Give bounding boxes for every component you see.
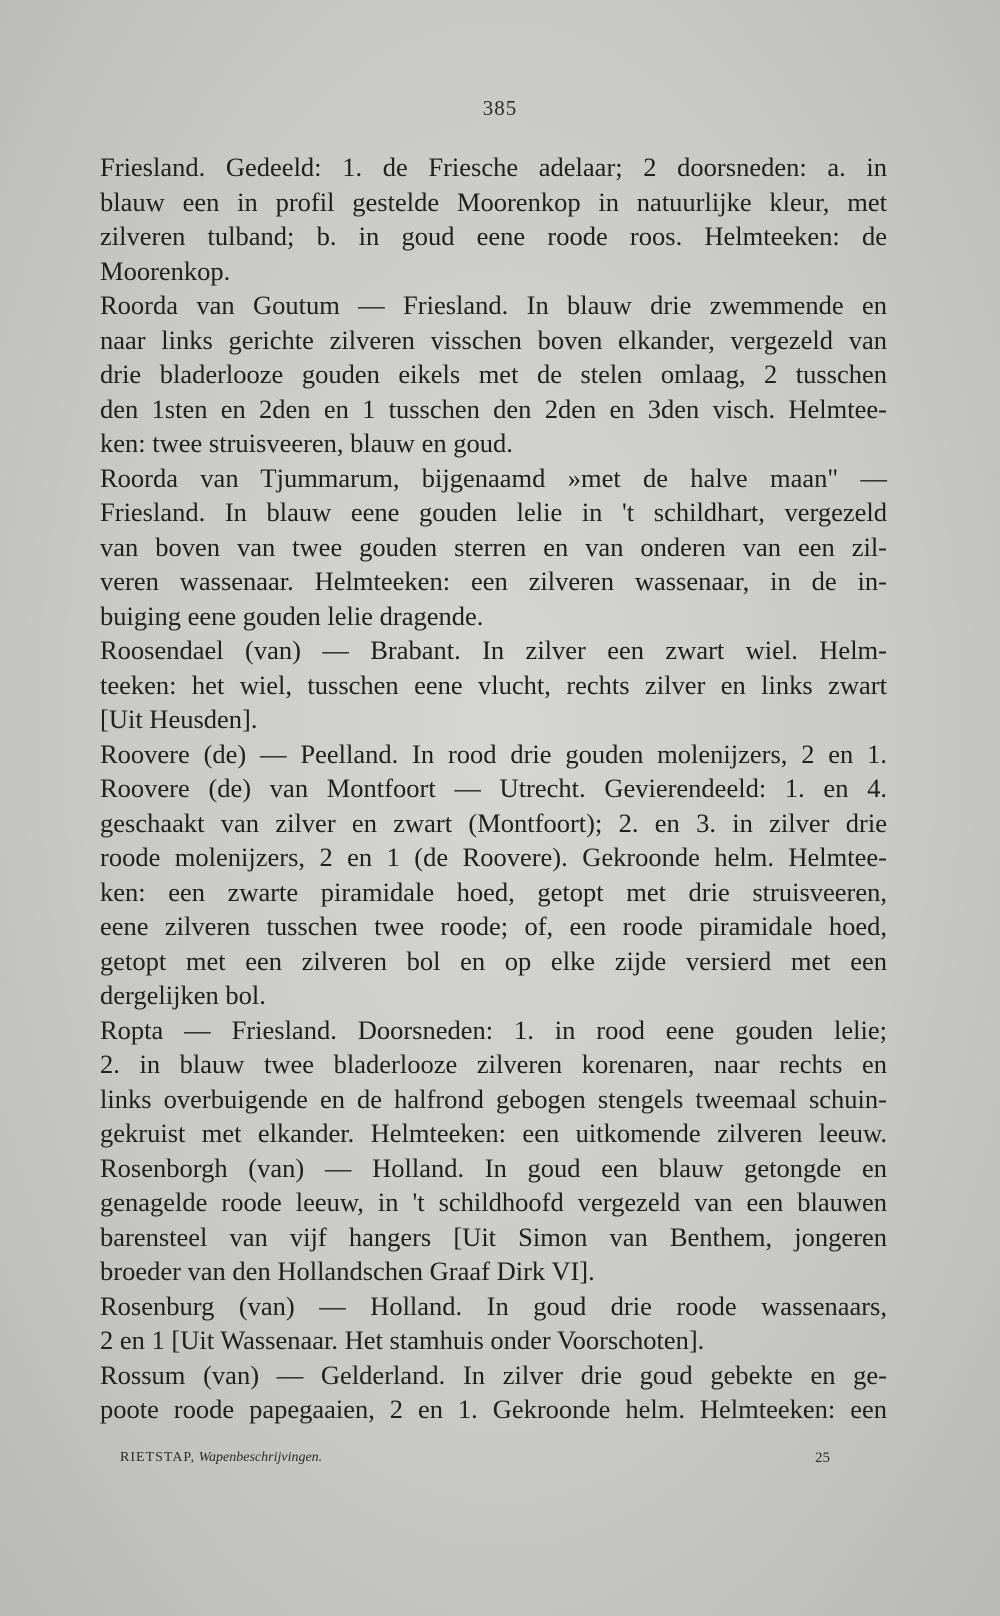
- text-line: veren wassenaar. Helmteeken: een zilveren wassenaar, in de in-: [100, 566, 887, 596]
- text-line: naar links gerichte zilveren visschen boven elkander, vergezeld van: [100, 324, 887, 355]
- text-line: buiging eene gouden lelie dragende.: [100, 600, 484, 631]
- text-line: blauw een in profil gestelde Moorenkop in natuurlijke kleur, met: [100, 186, 887, 217]
- text-line: eene zilveren tusschen twee roode; of, een roode piramidale hoed,: [100, 911, 887, 941]
- sheet-signature: 25: [815, 1450, 830, 1466]
- page-number: 385: [482, 96, 518, 120]
- text-line: Ropta — Friesland. Doorsneden: 1. in rood eene gouden lelie;: [100, 1014, 887, 1045]
- text-line: 2. in blauw twee bladerlooze zilveren korenaren, naar rechts en: [100, 1049, 887, 1079]
- text-line: roode molenijzers, 2 en 1 (de Roovere). Gekroonde helm. Helmtee-: [100, 842, 887, 872]
- text-line: Rossum (van) — Gelderland. In zilver drie goud gebekte en ge-: [100, 1359, 887, 1390]
- text-line: zilveren tulband; b. in goud eene roode roos. Helmteeken: de: [100, 221, 887, 251]
- page-footer: [120, 1450, 830, 1472]
- text-line: Roorda van Tjummarum, bijgenaamd »met de halve maan" —: [100, 462, 887, 493]
- text-line: Roorda van Goutum — Friesland. In blauw drie zwemmende en: [100, 290, 887, 320]
- text-line: teeken: het wiel, tusschen eene vlucht, rechts zilver en links zwart: [100, 669, 887, 700]
- text-line: Roosendael (van) — Brabant. In zilver een zwart wiel. Helm-: [100, 635, 887, 665]
- text-line: Friesland. In blauw eene gouden lelie in 't schildhart, vergezeld: [100, 497, 887, 527]
- text-line: dergelijken bol.: [100, 980, 266, 1010]
- text-line: broeder van den Hollandschen Graaf Dirk VI].: [100, 1256, 595, 1286]
- text-line: drie bladerlooze gouden eikels met de stelen omlaag, 2 tusschen: [100, 359, 887, 389]
- text-line: barensteel van vijf hangers [Uit Simon van Benthem, jongeren: [100, 1221, 887, 1252]
- text-line: 2 en 1 [Uit Wassenaar. Het stamhuis onder Voorschoten].: [100, 1325, 705, 1355]
- text-line: ken: twee struisveeren, blauw en goud.: [100, 428, 513, 458]
- body-text: [100, 150, 887, 1427]
- text-line: Moorenkop.: [100, 255, 231, 286]
- text-line: getopt met een zilveren bol en op elke zijde versierd met een: [100, 945, 887, 976]
- text-line: van boven van twee gouden sterren en van onderen van een zil-: [100, 531, 887, 562]
- text-line: Rosenburg (van) — Holland. In goud drie roode wassenaars,: [100, 1290, 887, 1321]
- footer-author: RIETSTAP,: [120, 1450, 196, 1465]
- text-line: ken: een zwarte piramidale hoed, getopt met drie struisveeren,: [100, 876, 887, 907]
- text-line: Rosenborgh (van) — Holland. In goud een blauw getongde en: [100, 1152, 887, 1183]
- text-line: Roovere (de) — Peelland. In rood drie gouden molenijzers, 2 en 1.: [100, 738, 887, 769]
- text-line: Friesland. Gedeeld: 1. de Friesche adelaar; 2 doorsneden: a. in: [100, 152, 887, 182]
- text-line: den 1sten en 2den en 1 tusschen den 2den en 3den visch. Helmtee-: [100, 393, 887, 424]
- text-line: geschaakt van zilver en zwart (Montfoort); 2. en 3. in zilver drie: [100, 807, 887, 838]
- text-line: genagelde roode leeuw, in 't schildhoofd vergezeld van een blauwen: [100, 1187, 887, 1217]
- footer-title: Wapenbeschrijvingen.: [198, 1450, 323, 1465]
- text-line: poote roode papegaaien, 2 en 1. Gekroonde helm. Helmteeken: een: [100, 1394, 887, 1424]
- text-line: Roovere (de) van Montfoort — Utrecht. Gevierendeeld: 1. en 4.: [100, 773, 887, 803]
- text-line: [Uit Heusden].: [100, 704, 258, 734]
- text-line: gekruist met elkander. Helmteeken: een uitkomende zilveren leeuw.: [100, 1118, 887, 1148]
- text-line: links overbuigende en de halfrond gebogen stengels tweemaal schuin-: [100, 1083, 887, 1114]
